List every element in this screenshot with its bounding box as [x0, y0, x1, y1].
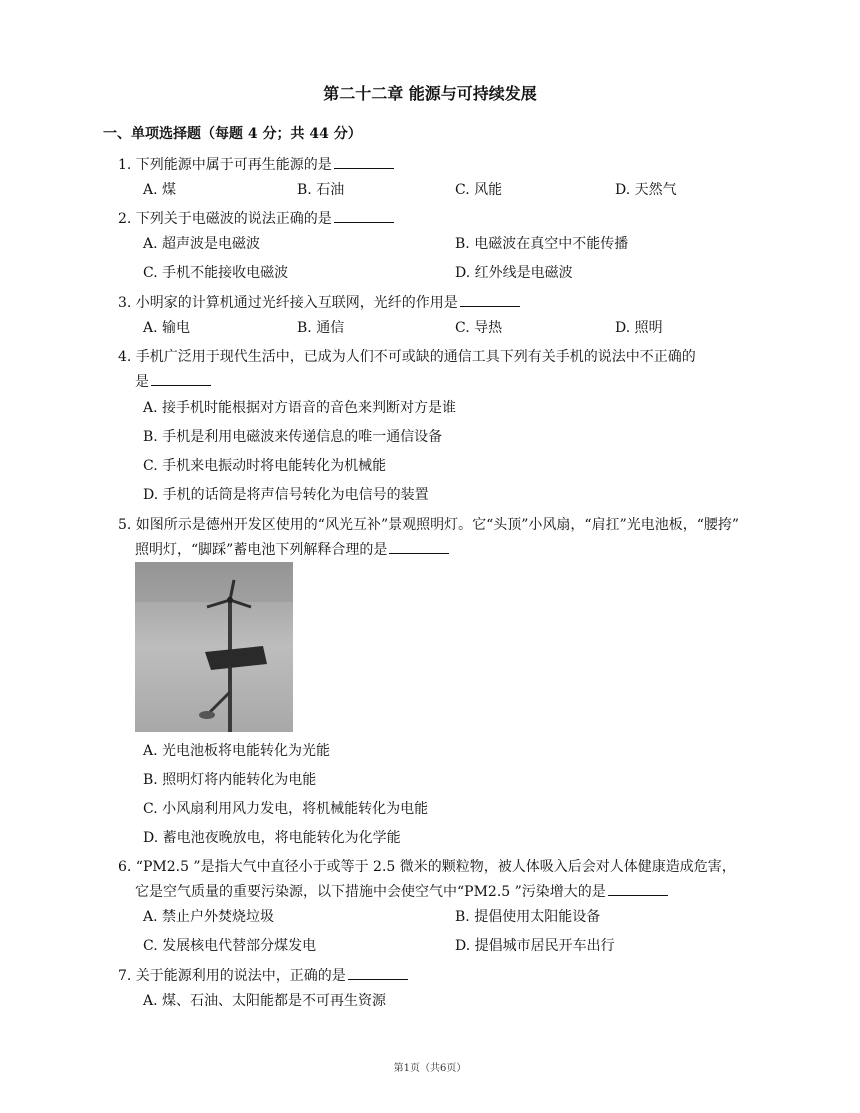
- answer-blank: [460, 294, 520, 307]
- question-1-stem: 1. 下列能源中属于可再生能源的是: [118, 154, 394, 174]
- q4-option-b: B. 手机是利用电磁波来传递信息的唯一通信设备: [143, 429, 443, 445]
- q2-option-c: C. 手机不能接收电磁波: [143, 265, 289, 281]
- q2-option-b: B. 电磁波在真空中不能传播: [455, 236, 629, 252]
- question-6-stem-cont: 它是空气质量的重要污染源，以下措施中会使空气中“PM2.5 ”污染增大的是: [135, 881, 668, 901]
- question-7-stem: 7. 关于能源利用的说法中，正确的是: [118, 965, 408, 985]
- question-5-stem-cont: 照明灯，“脚踩”蓄电池下列解释合理的是: [135, 539, 449, 559]
- q1-option-a: A. 煤: [143, 182, 177, 198]
- answer-blank: [334, 210, 394, 223]
- q6-option-d: D. 提倡城市居民开车出行: [455, 938, 615, 954]
- q5-option-c: C. 小风扇利用风力发电，将机械能转化为电能: [143, 801, 429, 817]
- q4-option-a: A. 接手机时能根据对方语音的音色来判断对方是谁: [143, 400, 457, 416]
- q6-option-b: B. 提倡使用太阳能设备: [455, 909, 601, 925]
- answer-blank: [334, 156, 394, 169]
- wind-solar-lamp-photo: [135, 562, 293, 732]
- q7-option-a: A. 煤、石油、太阳能都是不可再生资源: [143, 993, 387, 1009]
- page-footer: 第1页（共6页）: [393, 1063, 467, 1074]
- q1-option-b: B. 石油: [297, 182, 345, 198]
- q2-option-d: D. 红外线是电磁波: [455, 265, 573, 281]
- question-4-stem-cont: 是: [135, 371, 211, 391]
- q1-option-c: C. 风能: [455, 182, 503, 198]
- answer-blank: [348, 967, 408, 980]
- q1-option-d: D. 天然气: [615, 182, 677, 198]
- q6-option-c: C. 发展核电代替部分煤发电: [143, 938, 317, 954]
- section-heading: 一、单项选择题（每题 4 分；共 44 分）: [103, 126, 362, 142]
- answer-blank: [608, 883, 668, 896]
- q4-option-c: C. 手机来电振动时将电能转化为机械能: [143, 458, 387, 474]
- q4-option-d: D. 手机的话筒是将声信号转化为电信号的装置: [143, 487, 429, 503]
- q5-option-a: A. 光电池板将电能转化为光能: [143, 743, 331, 759]
- q5-option-d: D. 蓄电池夜晚放电，将电能转化为化学能: [143, 830, 401, 846]
- q3-option-c: C. 导热: [455, 320, 503, 336]
- q6-option-a: A. 禁止户外焚烧垃圾: [143, 909, 275, 925]
- question-2-stem: 2. 下列关于电磁波的说法正确的是: [118, 208, 394, 228]
- question-5-stem: 5. 如图所示是德州开发区使用的“风光互补”景观照明灯。它“头顶”小风扇，“肩扛”光电池板，“腰挎”: [118, 517, 740, 533]
- question-3-stem: 3. 小明家的计算机通过光纤接入互联网，光纤的作用是: [118, 292, 520, 312]
- question-6-stem: 6. “PM2.5 ”是指大气中直径小于或等于 2.5 微米的颗粒物，被人体吸入后会对人体健康造成危害，: [118, 859, 736, 875]
- answer-blank: [389, 541, 449, 554]
- page-title: 第二十二章 能源与可持续发展: [323, 84, 537, 103]
- q3-option-a: A. 输电: [143, 320, 191, 336]
- question-4-stem: 4. 手机广泛用于现代生活中，已成为人们不可或缺的通信工具下列有关手机的说法中不正确的: [118, 349, 696, 365]
- q5-option-b: B. 照明灯将内能转化为电能: [143, 772, 317, 788]
- q3-option-d: D. 照明: [615, 320, 663, 336]
- q3-option-b: B. 通信: [297, 320, 345, 336]
- q2-option-a: A. 超声波是电磁波: [143, 236, 261, 252]
- answer-blank: [151, 373, 211, 386]
